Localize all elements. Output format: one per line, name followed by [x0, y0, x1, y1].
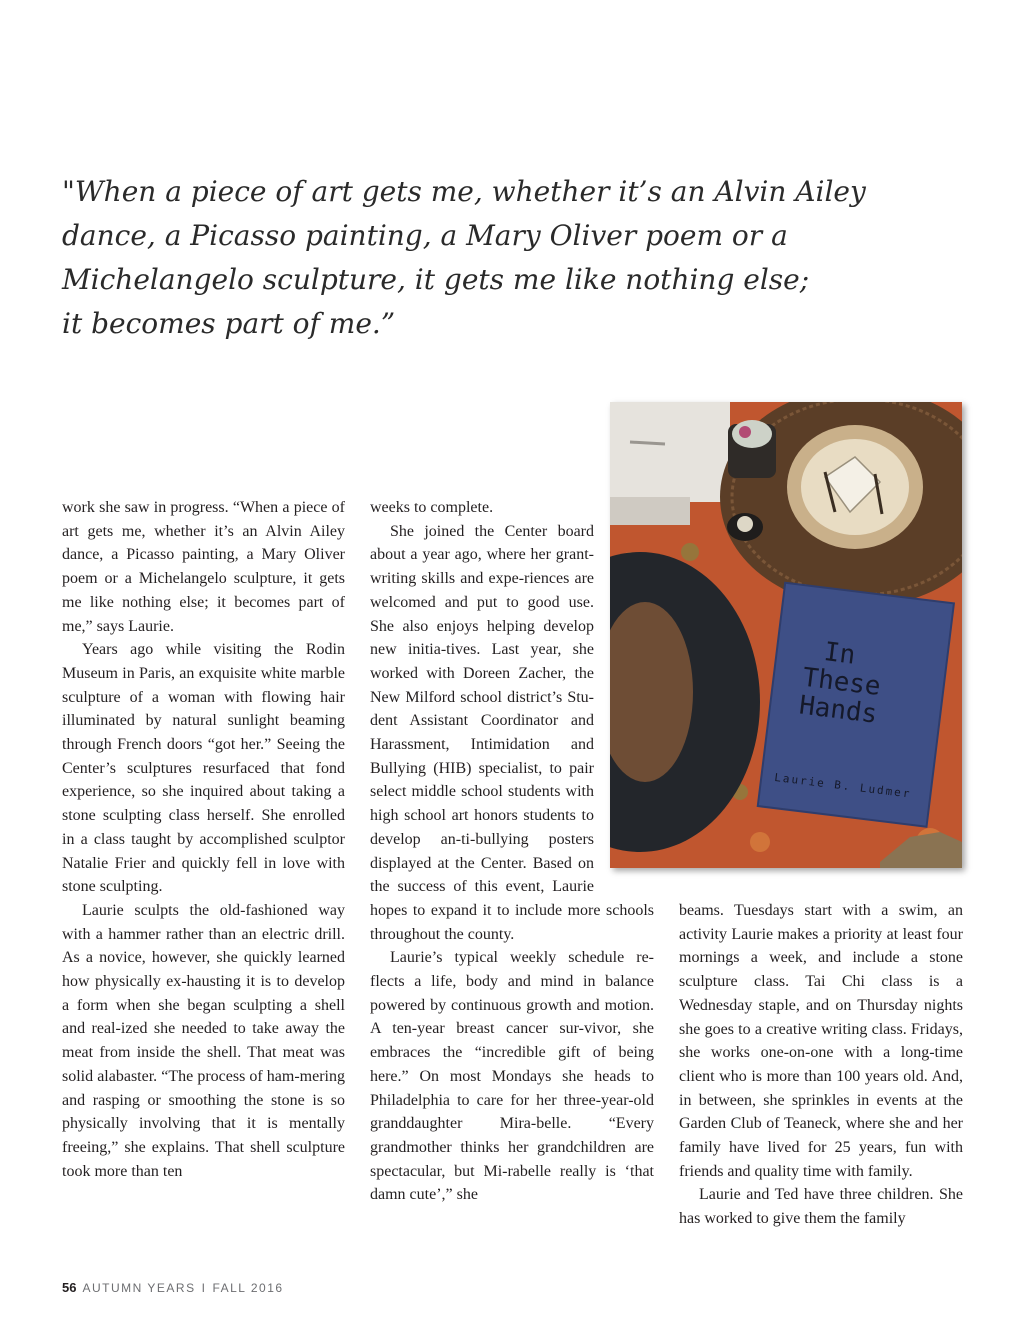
pull-quote-line: it becomes part of me.”	[62, 307, 396, 340]
paragraph: Years ago while visiting the Rodin Museum in Paris, an exquisite white marble sculpture of a woman with flowing hair illuminated by natural sunlight beaming through French doors “got her.” Seeing the Center’s sculptures resurfaced that fond experience, so she inquired about taking a stone sculpting class herself. She enrolled in a class taught by accomplished sculptor Natalie Frier and quickly fell in love with stone sculpting.	[62, 641, 345, 896]
paragraph: Laurie’s typical weekly schedule re-flects a life, body and mind in balance powered by continuous growth and motion. A ten-year breast cancer sur-vivor, she embraces the “incredible gift of being here.” On most Mondays she heads to Philadelphia to care for her three-year-old granddaughter Mira-belle. “Every grandmother thinks her grandchildren are spectacular, but Mi-rabelle really is ‘that damn cute’,” she	[370, 949, 654, 1204]
pull-quote-line: "When a piece of art gets me, whether it’s an Alvin Ailey	[62, 175, 866, 208]
paragraph: Laurie sculpts the old-fashioned way with a hammer rather than an electric drill. As a novice, however, she quickly learned how physically ex-hausting it is to develop a form when she began sculpting a shell and real-ized she needed to take away the meat from inside the shell. That meat was solid alabaster. “The process of ham-mering and rasping or smoothing the stone is so physically involving that it is mentally freeing,” she explains. That shell sculpture took more than ten	[62, 901, 345, 1180]
publication-name: AUTUMN YEARS	[82, 1281, 196, 1295]
pull-quote	[62, 170, 866, 346]
paragraph: weeks to complete.	[370, 499, 494, 516]
paragraph: Laurie and Ted have three children. She has worked to give them the family	[679, 1186, 963, 1228]
page-footer	[62, 1280, 284, 1295]
issue-date: FALL 2016	[212, 1281, 284, 1295]
paragraph: She joined the Center board about a year ago, where her grant-writing skills and expe-riences are welcomed and put to good use. She also enjoys helping develop new initia-tives. Last year, she worked with Doreen Zacher, the New Milford school district’s Stu-dent Assistant Coordinator and Harassment, Intimidation and Bullying (HIB) specialist, to pair select middle school students with high school art honors students to develop an-ti-bullying posters displayed at the Center. Based on the success of this event, Laurie hopes to expand it to include more schools throughout the county.	[370, 522, 654, 943]
footer-separator: I	[201, 1281, 207, 1295]
book-still-life-photo	[610, 402, 962, 868]
book-title-line: These	[800, 662, 883, 702]
paragraph: beams. Tuesdays start with a swim, an activity Laurie makes a priority at least four mornings a week, and include a stone sculpture class. Tai Chi class is a Wednesday staple, and on Thursday nights she goes to a creative writing class. Fridays, she works one-on-one with a long-time client who is more than 100 years old. And, in between, she sprinkles in events at the Garden Club of Teaneck, where she and her family have lived for 25 years, fun with friends and quality time with family.	[679, 902, 963, 1180]
paragraph: work she saw in progress. “When a piece of art gets me, whether it’s an Alvin Ailey dance, a Picasso painting, a Mary Oliver poem or a Michelangelo sculpture, it gets me like nothing else; it becomes part of me,” says Laurie.	[62, 499, 345, 635]
book-title-line: In	[822, 637, 857, 671]
book-title-line: Hands	[797, 690, 879, 730]
page-number: 56	[62, 1280, 77, 1295]
book-author: Laurie B. Ludmer	[773, 770, 913, 801]
article-column-1	[62, 496, 345, 1183]
pull-quote-line: dance, a Picasso painting, a Mary Oliver poem or a	[62, 219, 788, 252]
article-column-3	[679, 899, 963, 1231]
pull-quote-line: Michelangelo sculpture, it gets me like nothing else;	[62, 263, 810, 296]
